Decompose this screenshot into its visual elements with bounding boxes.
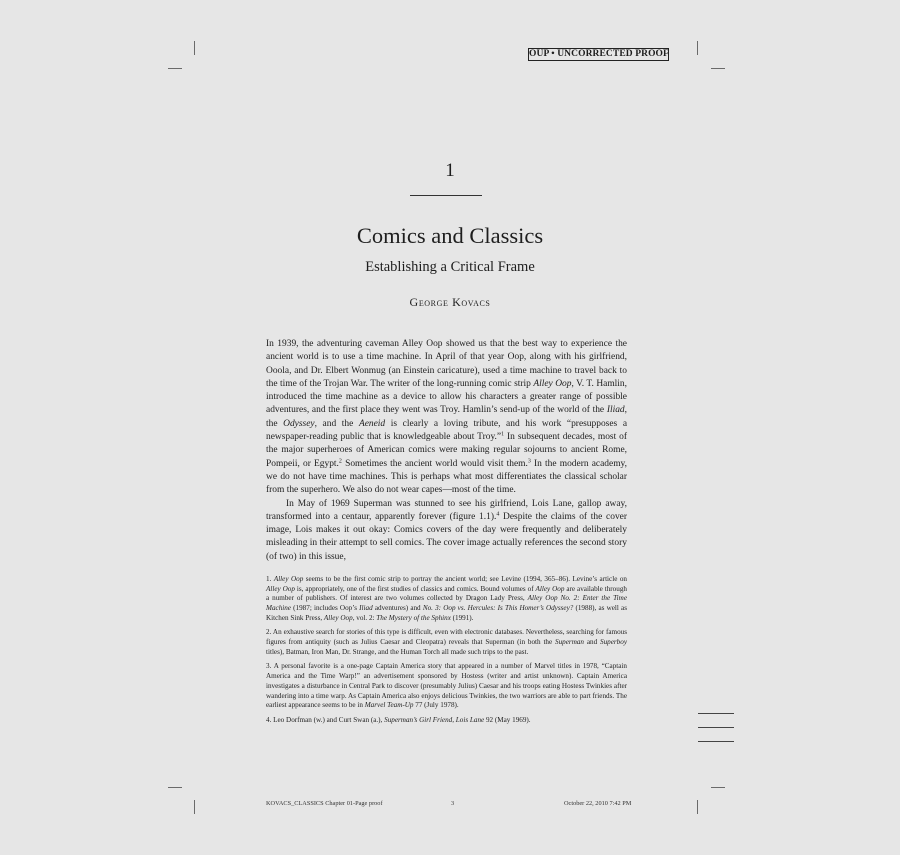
trim-line [698, 713, 734, 714]
footnote: 4. Leo Dorfman (w.) and Curt Swan (a.), Superman’s Girl Friend, Lois Lane 92 (May 1969). [266, 715, 531, 724]
footer-page: 3 [451, 800, 455, 807]
footnote-ref[interactable]: 1 [501, 431, 505, 438]
body-paragraph: In 1939, the adventuring caveman Alley Oop showed us that the best way to experience the ancient world is to use a time machine. In April of that year Oop, along with his girlfriend, Ooola, and Dr. Elbert Wonmug (an Einstein caricature), used a time machine to travel back to the time of the Trojan War. The writer of the long-running comic strip Alley Oop, V. T. Hamlin, introduced the time machine as a device to allow his characters a greater range of possible adventures, and the first place they went was Troy. Hamlin’s send-up of the world of the Iliad, the Odyssey, and the Aeneid is clearly a loving tribute, and his work “presupposes a newspaper-reading public that is knowledgeable about Troy.”$^1$ In subsequent decades, most of the major superheroes of American comics were making regular sojourns to ancient Rome, Pompeii, or Egypt.$^2$ Sometimes the ancient world would visit them.$^3$ In the modern academy, we do not have time machines. This is perhaps what most differentiates the classical scholar from the superhero. We also do not wear capes—most of the time. [266, 339, 628, 496]
crop-mark [711, 68, 725, 69]
footnote-ref[interactable]: 4 [496, 511, 500, 518]
trim-line [698, 727, 734, 728]
crop-mark [697, 41, 698, 55]
chapter-title: Comics and Classics [356, 223, 544, 248]
footnote: 3. A personal favorite is a one-page Captain America story that appeared in a number of Marvel titles in 1978, “Captain America and the Time Warp!” an advertisement sponsored by Hostess (writer and artist unknown). Captain America investigates a disturbance in Central Park to discover (presumably Julius) Caesar and his troops eating Hostess Twinkies after wandering into a time warp. As Captain America also enjoys delicious Twinkies, the two warriors are able to part friends. The earliest appearance seems to be in Marvel Team-Up 77 (July 1978). [266, 662, 627, 710]
crop-mark [697, 800, 698, 814]
crop-mark [168, 787, 182, 788]
chapter-subtitle: Establishing a Critical Frame [365, 259, 535, 275]
footer-file: KOVACS_CLASSICS Chapter 01-Page proof [266, 800, 383, 807]
footnote: 2. An exhaustive search for stories of this type is difficult, even with electronic databases. Nevertheless, searching for famous figures from antiquity (such as Julius Caesar and Cleopatra) reveals that Superman (in both the Superman and Superboy titles), Batman, Iron Man, Dr. Strange, and the Human Torch all made such trips to the past. [266, 628, 627, 656]
footnote-ref[interactable]: 3 [527, 458, 531, 465]
footnote-ref[interactable]: 2 [338, 458, 342, 465]
crop-mark [194, 800, 195, 814]
footnotes [266, 575, 627, 730]
chapter-author: George Kovacs [409, 295, 491, 309]
body-paragraph: In May of 1969 Superman was stunned to see his girlfriend, Lois Lane, gallop away, transformed into a centaur, apparently forever (figure 1.1).$^4$ Despite the claims of the cover image, Lois makes it out okay: Comics covers of the day were frequently and deliberately misleading in their attempt to sell comics. The cover image actually references the second story (of two) in this issue, [266, 498, 628, 562]
footnote: 1. Alley Oop seems to be the first comic strip to portray the ancient world; see Levine (1994, 365–86). Levine’s article on Alley Oop is, appropriately, one of the first studies of classics and comics. Bound volumes of Alley Oop are available through a number of publishers. Of interest are two volumes collected by Dragon Lady Press, Alley Oop No. 2: Enter the Time Machine (1987; includes Oop’s Iliad adventures) and No. 3: Oop vs. Hercules: Is This Homer’s Odyssey? (1988), as well as Kitchen Sink Press, Alley Oop, vol. 2: The Mystery of the Sphinx (1991). [266, 575, 628, 622]
proof-stamp: OUP • UNCORRECTED PROOF [529, 49, 669, 59]
chapter-rule [410, 195, 482, 196]
trim-line [698, 741, 734, 742]
crop-mark [194, 41, 195, 55]
chapter-number: 1 [445, 160, 455, 181]
crop-mark [168, 68, 182, 69]
crop-mark [711, 787, 725, 788]
body-text [266, 338, 627, 564]
footer-date: October 22, 2010 7:42 PM [564, 800, 632, 807]
